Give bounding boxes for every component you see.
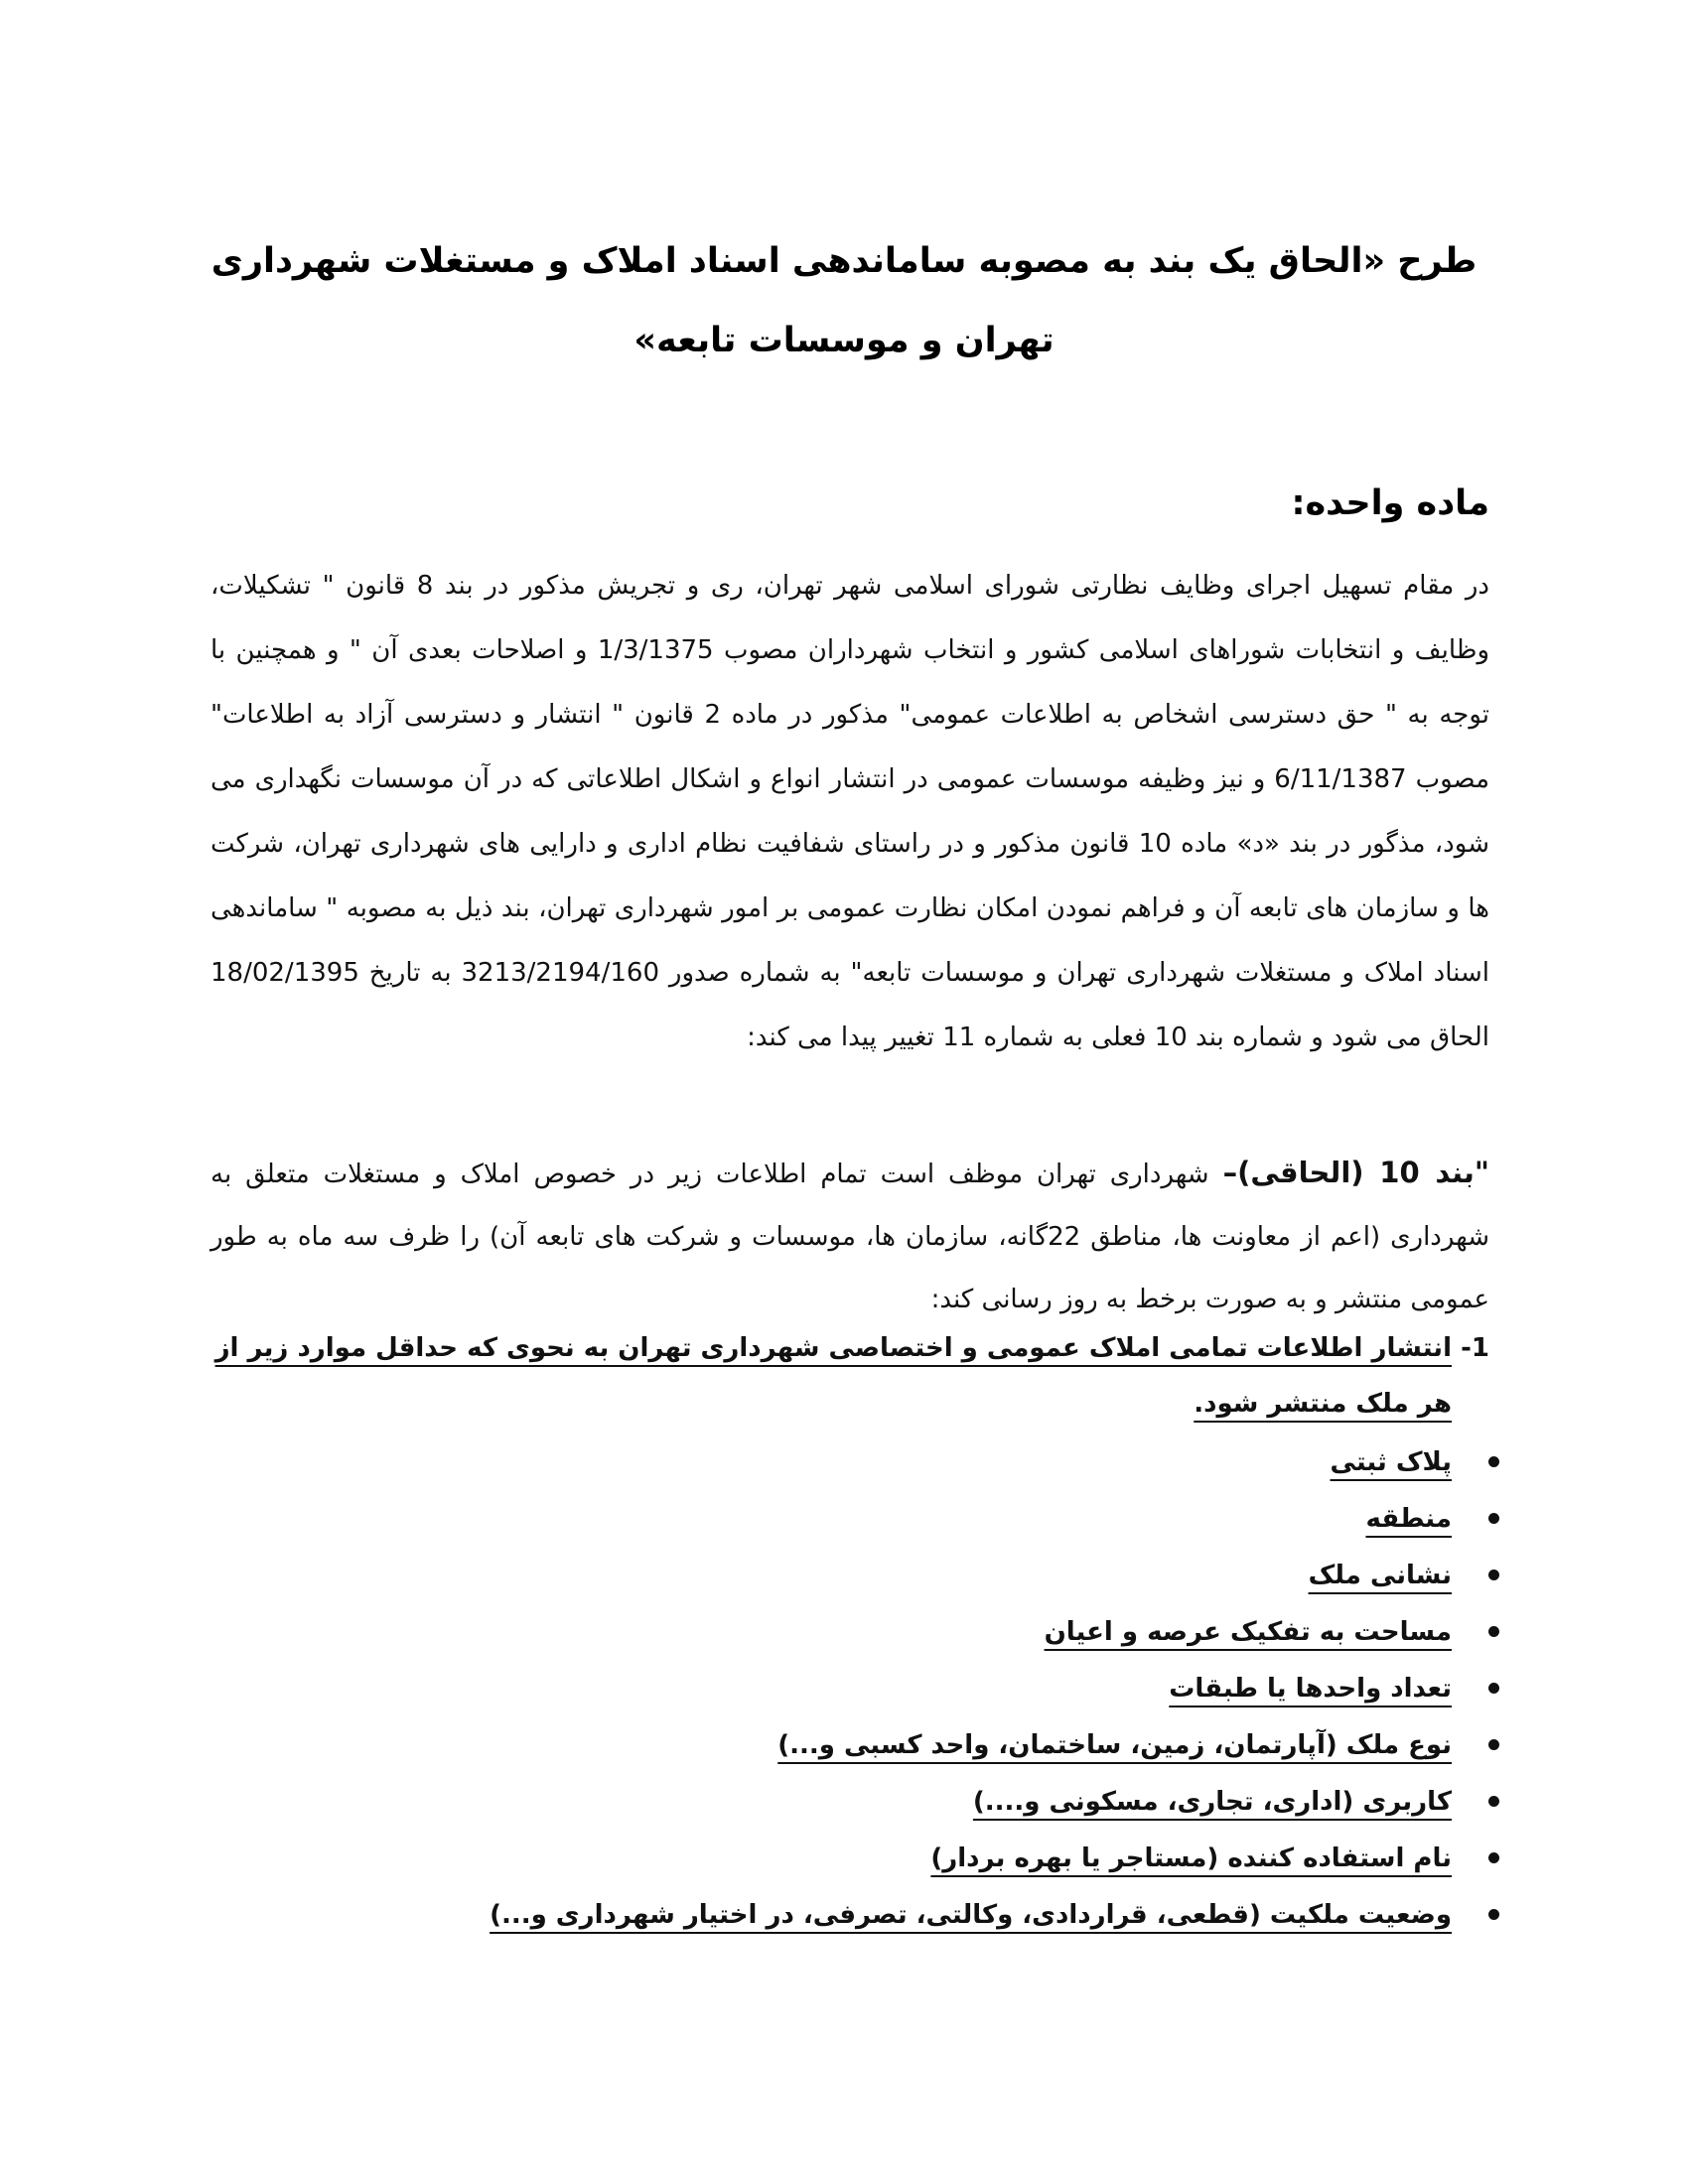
list-item-text: نشانی ملک: [1308, 1561, 1452, 1590]
bullet-list: [490, 1437, 1452, 1947]
clause-label: "بند 10 (الحاقی)–: [1222, 1156, 1490, 1189]
list-item-text: نام استفاده کننده (مستاجر یا بهره بردار): [930, 1843, 1452, 1873]
list-item: [490, 1664, 1452, 1720]
bullet-icon: [1488, 1909, 1499, 1920]
bullet-icon: [1488, 1852, 1499, 1863]
list-item: [490, 1494, 1452, 1551]
list-item-text: کاربری (اداری، تجاری، مسکونی و....): [972, 1787, 1452, 1817]
bullet-icon: [1488, 1626, 1499, 1637]
intro-paragraph: در مقام تسهیل اجرای وظایف نظارتی شورای اسلامی شهر تهران، ری و تجریش مذکور در بند 8 قانون " تشکیلات، وظایف و انتخابات شوراهای اسلامی کشور و انتخاب شهرداران مصوب 1/3/1375 و اصلاحات بعدی آن " و همچنین با توجه به " حق دسترسی اشخاص به اطلاعات عمومی" مذکور در ماده 2 قانون " انتشار و دسترسی آزاد به اطلاعات" مصوب 6/11/1387 و نیز وظیفه موسسات عمومی در انتشار انواع و اشکال اطلاعاتی که در آن موسسات نگهداری می شود، مذگور در بند «د» ماده 10 قانون مذکور و در راستای شفافیت نظام اداری و دارایی های شهرداری تهران، شرکت ها و سازمان های تابعه آن و فراهم نمودن امکان نظارت عمومی بر امور شهرداری تهران، بند ذیل به مصوبه " ساماندهی اسناد املاک و مستغلات شهرداری تهران و موسسات تابعه" به شماره صدور 3213/2194/160 به تاریخ 18/02/1395 الحاق می شود و شماره بند 10 فعلی به شماره 11 تغییر پیدا می کند:: [211, 571, 1490, 1052]
section-heading: ماده واحده:: [1291, 483, 1489, 524]
list-item-text: تعداد واحدها یا طبقات: [1169, 1674, 1452, 1704]
list-item-text: مساحت به تفکیک عرصه و اعیان: [1044, 1617, 1452, 1647]
list-item: [490, 1437, 1452, 1494]
bullet-icon: [1488, 1739, 1499, 1750]
clause-text: شهرداری تهران موظف است تمام اطلاعات زیر در خصوص املاک و مستغلات متعلق به شهرداری (اعم از معاونت ها، مناطق 22گانه، سازمان ها، موسسات و شرکت های تابعه آن) را ظرف سه ماه به طور عمومی منتشر و به صورت برخط به روز رسانی کند:: [211, 1160, 1490, 1314]
bullet-icon: [1488, 1683, 1499, 1694]
bullet-icon: [1488, 1796, 1499, 1807]
list-item: [490, 1834, 1452, 1890]
document-title: طرح «الحاق یک بند به مصوبه ساماندهی اسناد املاک و مستغلات شهرداری تهران و موسسات تابعه»: [211, 241, 1477, 361]
list-item-text: نوع ملک (آپارتمان، زمین، ساختمان، واحد کسبی و...): [777, 1730, 1452, 1760]
list-item-text: وضعیت ملکیت (قطعی، قراردادی، وکالتی، تصرفی، در اختیار شهرداری و...): [490, 1900, 1452, 1930]
list-item-text: منطقه: [1365, 1504, 1452, 1534]
list-item: [490, 1720, 1452, 1777]
item-text: انتشار اطلاعات تمامی املاک عمومی و اختصاصی شهرداری تهران به نحوی که حداقل موارد زیر از هر ملک منتشر شود.: [214, 1333, 1452, 1419]
bullet-icon: [1488, 1570, 1499, 1580]
list-item: [490, 1551, 1452, 1607]
numbered-item-1: [211, 1320, 1489, 1432]
list-item-text: پلاک ثبتی: [1330, 1447, 1452, 1477]
list-item: [490, 1607, 1452, 1664]
clause-paragraph: [211, 1142, 1489, 1331]
item-number: 1-: [1461, 1333, 1489, 1363]
bullet-icon: [1488, 1513, 1499, 1524]
list-item: [490, 1777, 1452, 1834]
list-item: [490, 1890, 1452, 1947]
bullet-icon: [1488, 1456, 1499, 1467]
